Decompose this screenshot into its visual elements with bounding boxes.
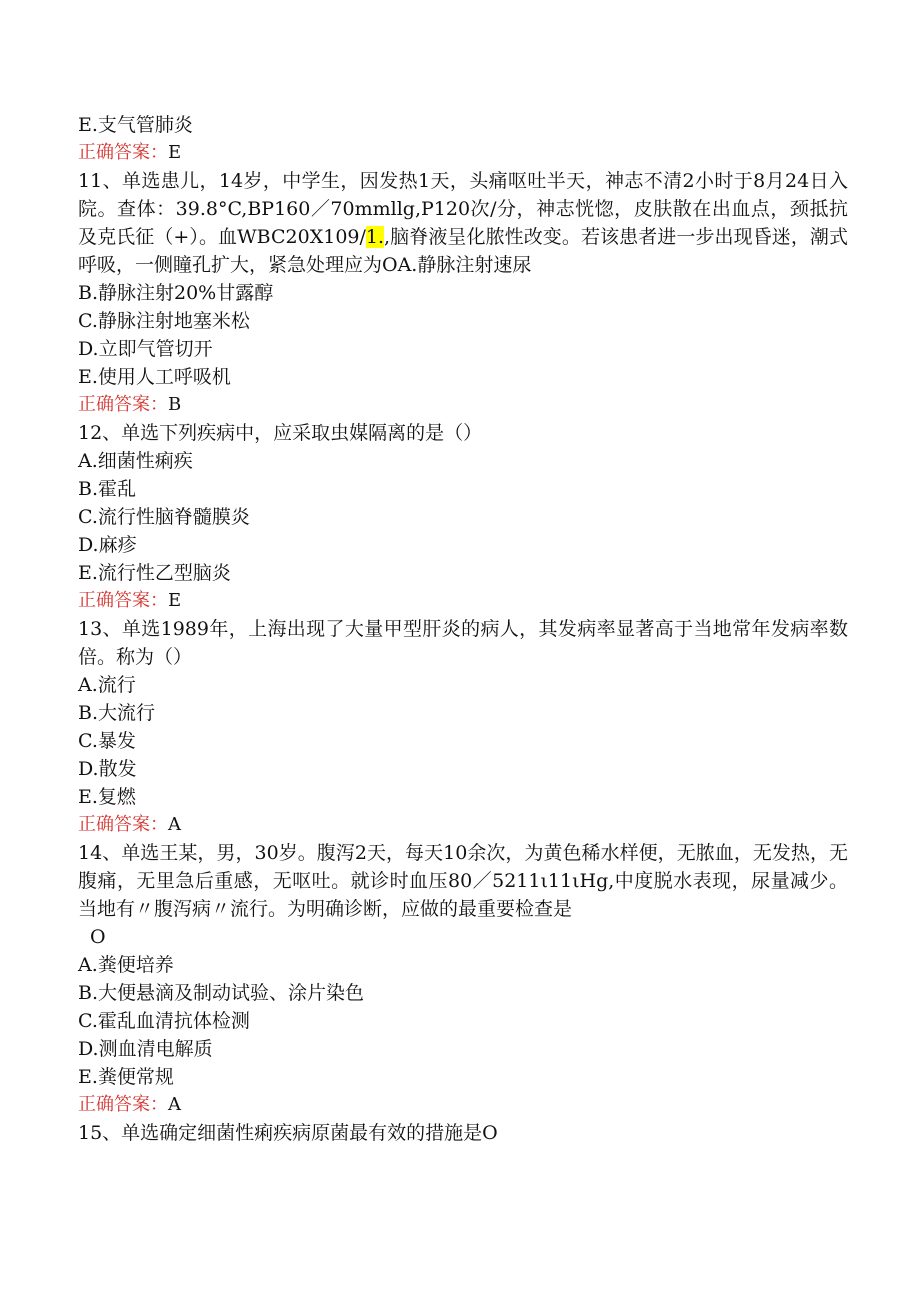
- answer-11: [78, 391, 848, 419]
- question-12-option-b: B.霍乱: [78, 478, 137, 500]
- answer-value: A: [168, 1094, 181, 1115]
- question-13-option-b: B.大流行: [78, 702, 156, 724]
- question-14-option-e: E.粪便常规: [78, 1066, 174, 1088]
- question-11-highlight: 1.: [365, 226, 385, 248]
- question-12: 12、单选下列疾病中，应采取虫媒隔离的是（）: [78, 422, 483, 444]
- answer-value: E: [168, 590, 182, 611]
- question-13-option-d: D.散发: [78, 758, 137, 780]
- question-13-option-e: E.复燃: [78, 786, 136, 808]
- question-14-option-d: D.测血清电解质: [78, 1038, 213, 1060]
- answer-label: 正确答案：: [78, 394, 168, 415]
- question-14-blank: O: [90, 926, 106, 948]
- answer-label: 正确答案：: [78, 1094, 168, 1115]
- question-14-option-a: A.粪便培养: [78, 954, 174, 976]
- question-list: [78, 111, 848, 1147]
- question-11-option-c: C.静脉注射地塞米松: [78, 310, 250, 332]
- answer-value: E: [168, 142, 182, 163]
- question-11: [78, 167, 848, 279]
- question-11-text-a: 11、单选患儿，14岁，中学生，因发热1天，头痛呕吐半天，神志不清2小时于8月24日入院。查体：39.8°C,BP160／70mmllg,P120次/分，神志恍惚，皮肤散在出血点，颈抵抗及克氏征（+）。血WBC20X109/: [78, 170, 848, 248]
- question-13: 13、单选1989年，上海出现了大量甲型肝炎的病人，其发病率显著高于当地常年发病率数倍。称为（）: [78, 618, 848, 668]
- question-12-option-e: E.流行性乙型脑炎: [78, 562, 231, 584]
- question-11-option-b: B.静脉注射20%甘露醇: [78, 282, 274, 304]
- question-11-text-b: ,脑脊液呈化脓性改变。若该患者进一步出现昏迷，潮式呼吸，一侧瞳孔扩大，紧急处理应为OA.静脉注射速尿: [78, 226, 849, 276]
- question-11-option-e: E.使用人工呼吸机: [78, 366, 231, 388]
- answer-14: [78, 1091, 848, 1119]
- question-13-option-c: C.暴发: [78, 730, 136, 752]
- answer-13: [78, 811, 848, 839]
- question-13-option-a: A.流行: [78, 674, 136, 696]
- question-12-option-a: A.细菌性痢疾: [78, 450, 193, 472]
- question-12-option-c: C.流行性脑脊髓膜炎: [78, 506, 250, 528]
- answer-12: [78, 587, 848, 615]
- answer-label: 正确答案：: [78, 590, 168, 611]
- answer-prev: [78, 139, 848, 167]
- option-e-prev: E.支气管肺炎: [78, 114, 193, 136]
- question-14-option-b: B.大便悬滴及制动试验、涂片染色: [78, 982, 365, 1004]
- answer-value: A: [168, 814, 181, 835]
- question-15: 15、单选确定细菌性痢疾病原菌最有效的措施是O: [78, 1122, 498, 1144]
- question-14: 14、单选王某，男，30岁。腹泻2天，每天10余次，为黄色稀水样便，无脓血，无发热，无腹痛，无里急后重感，无呕吐。就诊时血压80／5211ι11ιHg,中度脱水表现，尿量减少。当地有〃腹泻病〃流行。为明确诊断，应做的最重要检查是: [78, 842, 848, 920]
- question-14-option-c: C.霍乱血清抗体检测: [78, 1010, 250, 1032]
- answer-label: 正确答案：: [78, 814, 168, 835]
- answer-label: 正确答案：: [78, 142, 168, 163]
- question-12-option-d: D.麻疹: [78, 534, 137, 556]
- answer-value: B: [168, 394, 182, 415]
- question-11-option-d: D.立即气管切开: [78, 338, 213, 360]
